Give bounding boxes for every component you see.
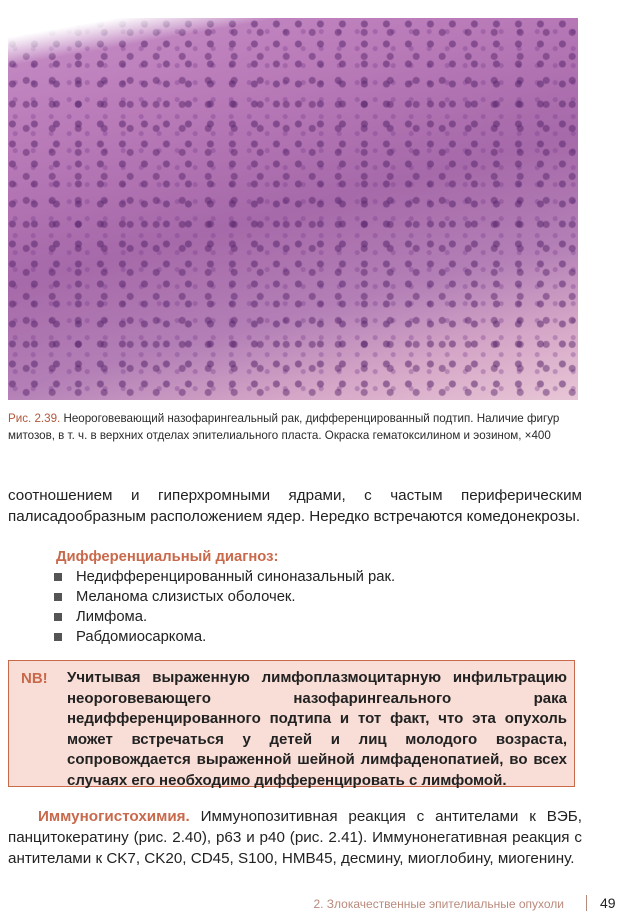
ihc-paragraph [8, 806, 582, 869]
micrograph-surface [8, 18, 578, 78]
footer-divider [586, 895, 587, 911]
bullet-icon [54, 573, 62, 581]
ihc-heading: Иммуногистохимия. [38, 808, 190, 825]
list-item [50, 567, 395, 587]
differential-diagnosis-list [50, 567, 395, 647]
footer-chapter: 2. Злокачественные эпителиальные опухоли [313, 897, 564, 911]
list-item-text: Лимфома. [76, 609, 148, 625]
list-item-text: Рабдомиосаркома. [76, 629, 207, 645]
list-item-text: Недифференцированный синоназальный рак. [76, 569, 396, 585]
ihc-text: Иммунопозитивная реакция с антителами к ВЭБ, панцитокератину (рис. 2.40), р63 и р40 (рис. 2.41). Иммунонегативная реакция с антителами к CK7, CK20, CD45, S100, HMB45, десмину, миоглобину, миогенину. [8, 808, 582, 867]
bullet-icon [54, 613, 62, 621]
figure-caption [8, 410, 582, 444]
figure-caption-text: Неороговевающий назофарингеальный рак, дифференцированный подтип. Наличие фигур митозов, в т. ч. в верхних отделах эпителиального пласта. Окраска гематоксилином и эозином, ×400 [8, 412, 560, 442]
list-item [50, 627, 395, 647]
bullet-icon [54, 593, 62, 601]
differential-diagnosis-title: Дифференциальный диагноз: [56, 549, 279, 565]
page-number: 49 [600, 895, 616, 911]
nb-text: Учитывая выраженную лимфоплазмоцитарную инфильтрацию неороговевающего назофарингеального рака недифференцированного подтипа и тот факт, что эта опухоль может встречаться у детей и лиц молодого возраста, сопровождается выраженной шейной лимфаденопатией, во всех случаях его необходимо дифференцировать с лимфомой. [67, 669, 567, 789]
figure-caption-label: Рис. 2.39. [8, 412, 61, 425]
list-item [50, 587, 395, 607]
nb-callout-box [8, 660, 575, 787]
list-item [50, 607, 395, 627]
nb-tag: NB! [21, 670, 48, 687]
histology-micrograph [8, 18, 578, 400]
body-paragraph-1: соотношением и гиперхромными ядрами, с частым периферическим палисадообразным расположением ядер. Нередко встречаются комедонекрозы. [8, 487, 582, 525]
list-item-text: Меланома слизистых оболочек. [76, 589, 296, 605]
bullet-icon [54, 633, 62, 641]
